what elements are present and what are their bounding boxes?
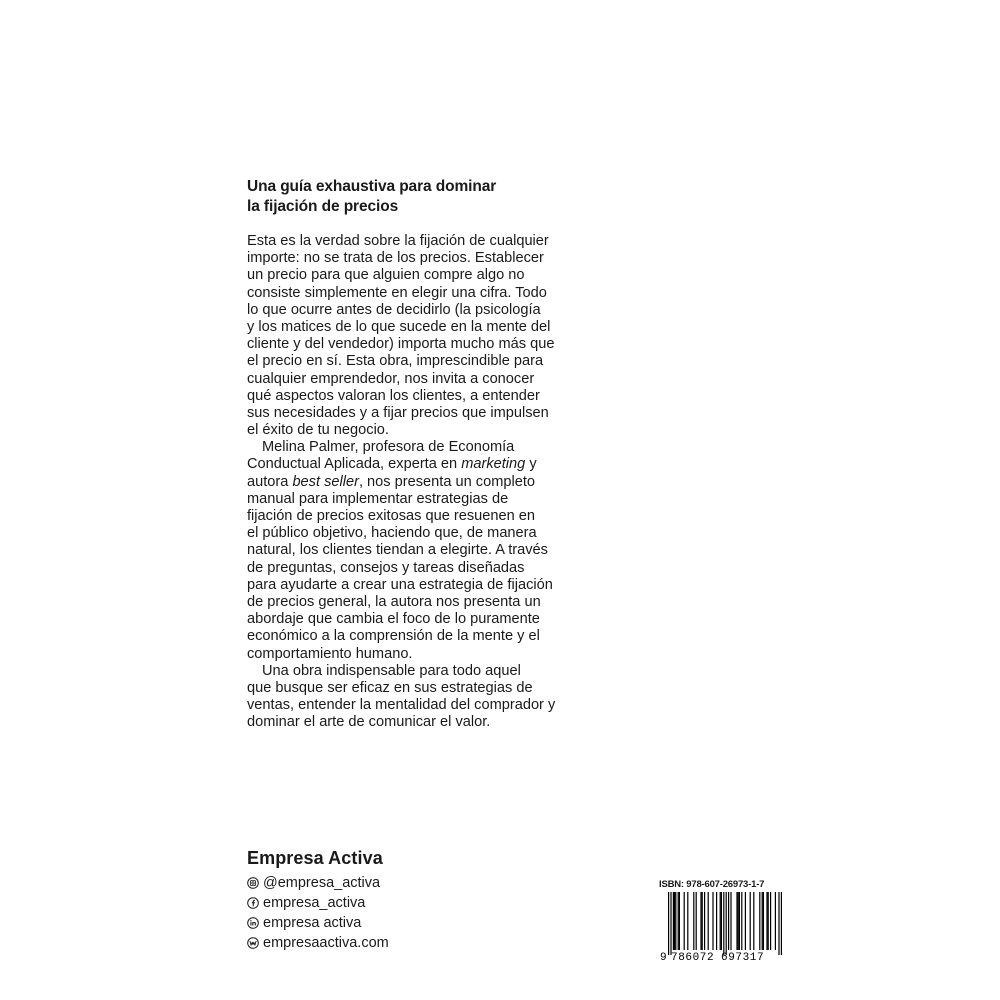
heading-line-2: la fijación de precios <box>247 198 399 215</box>
paragraph-2-line: natural, los clientes tiendan a elegirte. A través <box>247 542 548 559</box>
publisher-name: Empresa Activa <box>247 848 383 868</box>
heading-line-1: Una guía exhaustiva para dominar <box>247 178 497 195</box>
barcode-bar <box>723 892 724 955</box>
paragraph-2-line: de preguntas, consejos y tareas diseñadas <box>247 559 525 576</box>
barcode-bar <box>712 892 713 950</box>
paragraph-1-line: un precio para que alguien compre algo no <box>247 267 525 284</box>
barcode-digits-right: 697317 <box>721 952 765 962</box>
paragraph-1-line: el éxito de tu negocio. <box>247 422 389 439</box>
paragraph-2-line: comportamiento humano. <box>247 645 413 662</box>
linkedin-icon <box>247 917 259 929</box>
barcode-bar <box>674 892 675 950</box>
paragraph-2-line: de precios general, la autora nos presenta un <box>247 593 541 610</box>
barcode-bar <box>679 892 680 950</box>
social-item-instagram[interactable] <box>247 873 389 893</box>
social-item-website[interactable] <box>247 933 389 953</box>
barcode-bar <box>687 892 688 950</box>
paragraph-1-line: Esta es la verdad sobre la fijación de cualquier <box>247 233 549 249</box>
barcode-bar <box>702 892 703 950</box>
barcode-graphic <box>657 892 783 962</box>
barcode-bars <box>668 892 782 955</box>
paragraph-3-line: Una obra indispensable para todo aquel <box>262 662 521 679</box>
paragraph-2-line: manual para implementar estrategias de <box>247 490 509 507</box>
facebook-icon <box>247 897 259 909</box>
paragraph-3-line: ventas, entender la mentalidad del comprador y <box>247 697 556 714</box>
barcode-bar <box>670 892 671 955</box>
barcode-bar <box>770 892 771 950</box>
barcode-bar <box>778 892 779 955</box>
paragraph-1-line: cliente y del vendedor) importa mucho más que <box>247 336 555 353</box>
paragraph-2-line: para ayudarte a crear una estrategia de fijación <box>247 576 553 593</box>
barcode-bar <box>721 892 722 950</box>
social-item-facebook[interactable] <box>247 893 389 913</box>
barcode-bar <box>739 892 740 950</box>
paragraph-1-line: consiste simplemente en elegir una cifra. Todo <box>247 284 547 301</box>
synopsis <box>247 233 647 731</box>
barcode-bar <box>673 892 674 950</box>
paragraph-3-line: dominar el arte de comunicar el valor. <box>247 714 491 731</box>
paragraph-3-line: que busque ser eficaz en sus estrategias de <box>247 679 533 696</box>
paragraph-1-line: importe: no se trata de los precios. Establecer <box>247 250 544 267</box>
barcode-digit-first: 9 <box>660 952 667 962</box>
isbn-barcode <box>657 879 783 962</box>
barcode-bar <box>668 892 669 955</box>
back-cover-heading <box>247 177 607 217</box>
barcode-bar <box>736 892 737 950</box>
text-run: Conductual Aplicada, experta en <box>247 456 462 473</box>
paragraph-1-line: sus necesidades y a fijar precios que impulsen <box>247 404 549 421</box>
barcode-bar <box>726 892 727 955</box>
paragraph-1-line: lo que ocurre antes de decidirlo (la psicología <box>247 301 541 318</box>
paragraph-2-line <box>247 456 647 473</box>
instagram-icon <box>247 877 259 889</box>
barcode-bar <box>720 892 721 950</box>
paragraph-2-line <box>247 474 647 491</box>
barcode-bar <box>768 892 769 950</box>
barcode-bar <box>738 892 739 950</box>
barcode-bar <box>693 892 694 950</box>
paragraph-2-line: abordaje que cambia el foco de lo puramente <box>247 611 540 628</box>
social-item-linkedin[interactable] <box>247 913 389 933</box>
isbn-label: ISBN: 978-607-26973-1-7 <box>659 879 765 890</box>
barcode-bar <box>704 892 705 950</box>
barcode-digits-left: 786072 <box>671 952 715 962</box>
italic-term-best-seller: best seller <box>292 473 359 490</box>
barcode-bar <box>763 892 764 950</box>
paragraph-1-line: y los matices de lo que sucede en la mente del <box>247 318 551 335</box>
barcode-bar <box>696 892 697 950</box>
web-icon <box>247 937 259 949</box>
barcode-bar <box>730 892 731 950</box>
social-handle-instagram: @empresa_activa <box>263 875 381 891</box>
social-handle-facebook: empresa_activa <box>263 895 366 911</box>
paragraph-2-line: económico a la comprensión de la mente y el <box>247 628 540 645</box>
social-handle-linkedin: empresa activa <box>263 915 362 931</box>
text-run: , nos presenta un completo <box>358 473 535 490</box>
paragraph-2-line: fijación de precios exitosas que resuenen en <box>247 508 536 524</box>
barcode-bar <box>678 892 679 950</box>
barcode-bar <box>775 892 776 950</box>
paragraph-2-line: Melina Palmer, profesora de Economía <box>262 439 515 456</box>
barcode-bar <box>753 892 754 950</box>
barcode-bar <box>684 892 685 950</box>
barcode-bar <box>750 892 751 950</box>
paragraph-2-line: el público objetivo, haciendo que, de manera <box>247 525 537 542</box>
barcode-bar <box>700 892 701 950</box>
barcode-bar <box>762 892 763 950</box>
barcode-bar <box>781 892 782 955</box>
barcode-bar <box>759 892 760 950</box>
barcode-bar <box>708 892 709 950</box>
paragraph-1-line: cualquier emprendedor, nos invita a conocer <box>247 370 535 387</box>
paragraph-1-line: qué aspectos valoran los clientes, a entender <box>247 387 540 404</box>
text-run: autora <box>247 473 293 490</box>
barcode-bar <box>745 892 746 950</box>
barcode-bar <box>741 892 742 950</box>
barcode-bar <box>675 892 676 950</box>
social-handle-website: empresaactiva.com <box>263 935 389 951</box>
publisher-social-list <box>247 873 389 953</box>
barcode-bar <box>766 892 767 950</box>
italic-term-marketing: marketing <box>461 456 526 473</box>
barcode-bar <box>716 892 717 950</box>
text-run: y <box>525 456 537 473</box>
barcode-bar <box>728 892 729 950</box>
paragraph-1-line: el precio en sí. Esta obra, imprescindible para <box>247 353 544 370</box>
